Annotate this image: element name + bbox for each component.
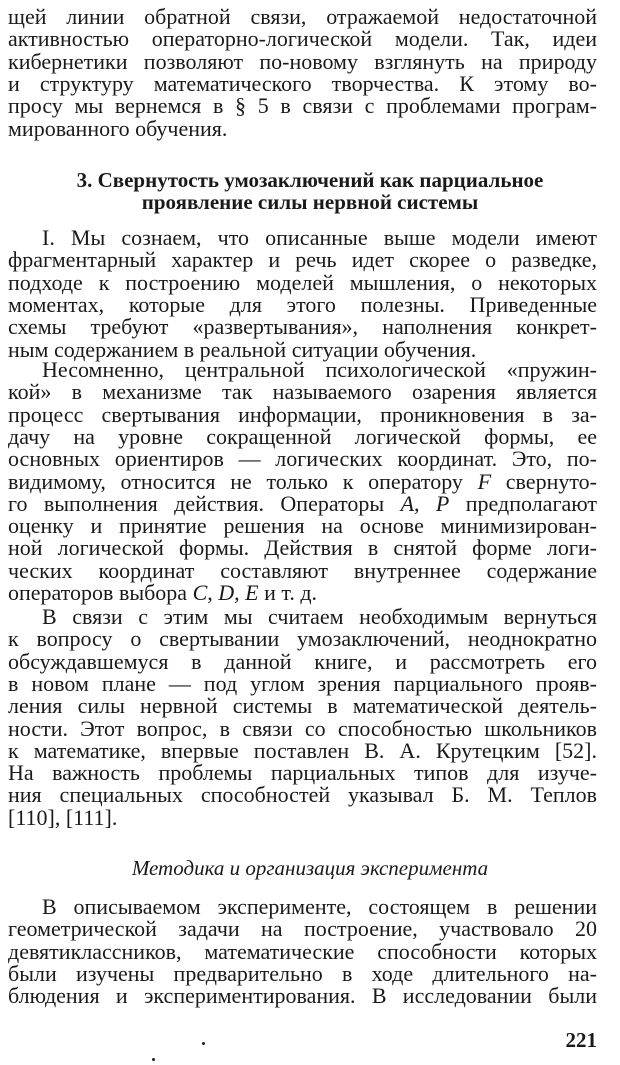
italic-symbol: A	[400, 490, 415, 516]
text-segment: ,	[414, 490, 436, 516]
text-segment: обсуждавшемуся в данной книге, и рассмотреть его	[8, 648, 597, 674]
text-line	[8, 28, 597, 50]
text-segment: В описываемом эксперименте, состоящем в решении	[42, 894, 597, 919]
text-line	[8, 423, 597, 449]
text-segment: дачу на уровне сокращенной логической формы, ее	[8, 423, 597, 449]
text-segment: На важность проблемы парциальных типов для изуче-	[8, 760, 597, 786]
text-segment: предполагают	[449, 490, 597, 516]
section-heading-line-1: 3. Свернутость умозаключений как парциальное	[76, 168, 544, 192]
text-segment: блюдения и экспериментирования. В исследовании были	[8, 983, 597, 1009]
text-segment: фрагментарный характер и речь идет скорее о разведке,	[8, 247, 597, 273]
section-heading-line-2: проявление силы нервной системы	[141, 190, 479, 214]
text-line	[8, 316, 597, 338]
text-line	[8, 515, 597, 537]
text-line	[42, 606, 597, 628]
text-segment: ческих координат составляют внутреннее содержание	[8, 557, 597, 583]
text-line	[8, 249, 597, 271]
page-number: 221	[565, 1028, 597, 1052]
text-segment: основных ориентиров — логических координат. Это, по-	[8, 446, 597, 472]
text-segment: ной логической формы. Действия в снятой форме логи-	[8, 535, 597, 561]
text-line	[8, 490, 597, 516]
text-segment: схемы требуют «развертывания», наполнения конкрет-	[8, 314, 597, 340]
text-segment: щей линии обратной связи, отражаемой недостаточной	[8, 4, 597, 29]
text-line	[8, 648, 597, 674]
text-line	[8, 401, 597, 427]
text-segment: к вопросу о свертывании умозаключений, неоднократно	[8, 626, 597, 652]
text-segment: девятиклассников, математические способности которых	[8, 938, 597, 964]
text-segment: I. Мы сознаем, что описанные выше модели имеют	[42, 225, 597, 250]
text-line	[8, 737, 597, 763]
text-segment: были изучены предварительно в ходе длительного на-	[8, 960, 597, 986]
text-segment: Несомненно, центральной психологической «пружин-	[42, 357, 597, 382]
text-segment: оценку и принятие решения на основе минимизирован-	[8, 513, 597, 539]
text-segment: ,	[234, 580, 246, 605]
italic-symbol: P	[435, 490, 450, 516]
text-segment: В связи с этим мы считаем необходимым вернуться	[42, 604, 597, 629]
text-line	[8, 695, 597, 717]
text-line	[8, 762, 597, 784]
text-segment: операторов выбора	[8, 580, 193, 605]
text-segment: ния специальных способностей указывал Б. М. Теплов	[8, 782, 597, 808]
text-line	[8, 918, 597, 940]
text-line	[42, 896, 597, 918]
text-segment: и т. д.	[258, 580, 318, 605]
text-line	[8, 291, 597, 317]
text-line	[8, 628, 597, 650]
text-segment: [110], [111].	[8, 804, 118, 830]
subsection-heading: Методика и организация эксперимента	[131, 856, 489, 880]
text-segment: к математике, впервые поставлен В. А. Крутецким [52].	[8, 737, 597, 763]
text-line	[8, 448, 597, 470]
italic-symbol: F	[477, 468, 492, 494]
italic-symbol: D	[218, 580, 235, 605]
text-segment: го выполнения действия. Операторы	[8, 490, 401, 516]
text-line	[8, 715, 597, 741]
text-segment: ным содержанием в реальной ситуации обучения.	[8, 336, 477, 362]
italic-symbol: C	[192, 580, 208, 605]
italic-symbol: E	[245, 580, 259, 605]
text-segment: геометрической задачи на построение, участвовало 20	[8, 916, 597, 942]
text-segment: моментах, которые для этого полезны. Приведенные	[8, 291, 597, 317]
text-line	[8, 985, 597, 1007]
text-line	[8, 784, 597, 806]
text-segment: в новом плане — под углом зрения парциального прояв-	[8, 670, 597, 696]
text-line	[8, 269, 597, 295]
text-segment: свернуто-	[491, 468, 597, 494]
text-line	[8, 48, 597, 74]
text-segment: ,	[207, 580, 219, 605]
text-segment: процесс свертывания информации, проникновения в за-	[8, 401, 597, 427]
text-segment: кибернетики позволяют по-новому взглянуть на природу	[8, 48, 597, 74]
text-line	[8, 95, 597, 117]
scan-speck	[202, 1042, 205, 1045]
text-segment: просу мы вернемся в § 5 в связи с проблемами програм-	[8, 93, 597, 119]
text-line	[8, 557, 597, 583]
text-segment: и структуру математического творчества. К этому во-	[8, 70, 597, 96]
text-line	[8, 804, 597, 830]
text-segment: ности. Этот вопрос, в связи со способностью школьников	[8, 715, 597, 741]
text-segment: подходе к построению моделей мышления, о некоторых	[8, 269, 597, 295]
text-segment: кой» в механизме так называемого озарения является	[8, 379, 597, 405]
text-segment: видимому, относится не только к оператору	[8, 468, 478, 494]
text-line	[8, 582, 597, 604]
text-segment: активностью операторно-логической модели. Так, идеи	[8, 26, 597, 52]
text-line	[8, 938, 597, 964]
text-line	[8, 537, 597, 559]
text-line	[42, 359, 597, 381]
text-segment: мированного обучения.	[8, 115, 228, 141]
text-line	[8, 381, 597, 403]
text-line	[8, 960, 597, 986]
scan-speck	[152, 1058, 155, 1061]
text-line	[8, 6, 597, 28]
text-line	[8, 115, 597, 141]
text-line	[8, 468, 597, 494]
text-segment: ления силы нервной системы в математической деятель-	[8, 693, 597, 719]
text-line	[8, 70, 597, 96]
text-line	[8, 670, 597, 696]
text-line	[42, 227, 597, 249]
